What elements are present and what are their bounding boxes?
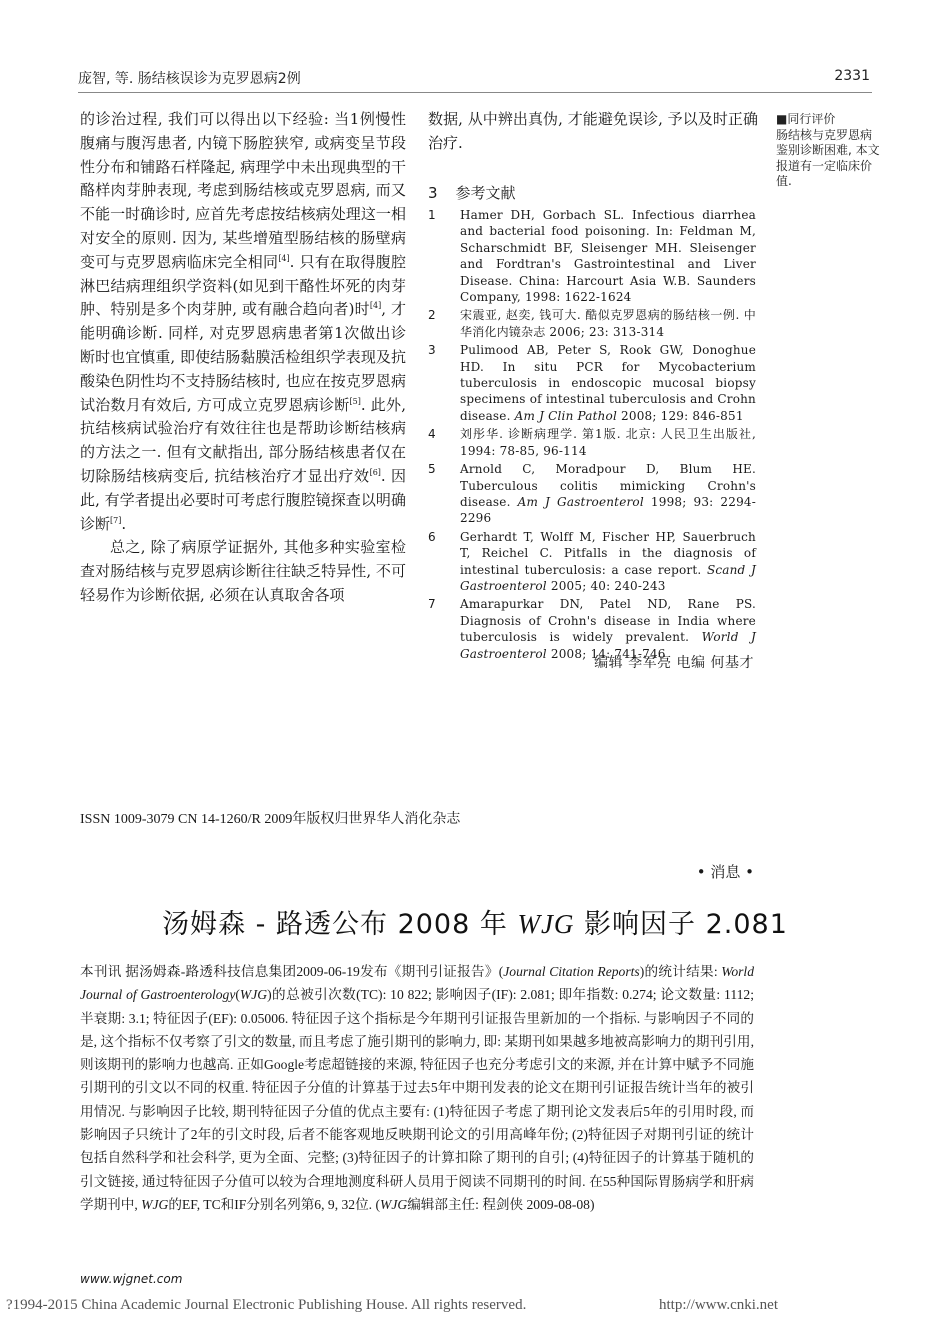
reference-item: 7 Amarapurkar DN, Patel ND, Rane PS. Diagnosis of Crohn's disease in India where tuberculosis is widely prevalent. World J Gastroenterol 2008; 14: 741-746: [428, 597, 757, 661]
citation-6[interactable]: [6]: [369, 467, 381, 477]
reference-number: 4: [428, 427, 436, 442]
reference-list: [428, 207, 756, 664]
references-heading: 3 参考文献: [428, 184, 516, 202]
right-column-continuation: 数据, 从中辨出真伪, 才能避免误诊, 予以及时正确治疗.: [428, 110, 758, 152]
reference-item: 6 Gerhardt T, Wolff M, Fischer HP, Sauerbruch T, Reichel C. Pitfalls in the diagnosis of intestinal tuberculosis: a case report. Scand J Gastroenterol 2005; 40: 240-243: [428, 529, 756, 593]
reference-item: 3 Pulimood AB, Peter S, Rook GW, Donoghue HD. In situ PCR for Mycobacterium tuberculosis in endoscopic mucosal biopsy specimens of intestinal tuberculosis and Crohn disease. Am J Clin Pathol 2008; 129: 846-851: [428, 343, 756, 423]
reference-item: 2 宋震亚, 赵奕, 钱可大. 酷似克罗恩病的肠结核一例. 中华消化内镜杂志 2006; 23: 313-314: [428, 308, 756, 339]
reference-number: 5: [428, 462, 436, 477]
running-header-title: 庞智, 等. 肠结核误诊为克罗恩病2例: [78, 71, 301, 87]
reference-number: 2: [428, 308, 436, 323]
discussion-paragraph-2: 总之, 除了病原学证据外, 其他多种实验室检查对肠结核与克罗恩病诊断往往缺乏特异性, 不可轻易作为诊断依据, 必须在认真取舍各项: [80, 538, 406, 604]
header-rule: [78, 92, 872, 93]
discussion-paragraph-1: 的诊治过程, 我们可以得出以下经验: 当1例慢性腹痛与腹泻患者, 内镜下肠腔狭窄, 或病变呈节段性分布和铺路石样隆起, 病理学中未出现典型的干酪样肉芽肿表现, 考虑到肠结核或克罗恩病, 而又不能一时确诊时, 应首先考虑按结核病处理这一相对安全的原则. 因为, 某些增殖型肠结核的肠壁病变可与克罗恩病临床完全相同[4]. 只有在取得腹腔淋巴结病理组织学资料(如见到干酪性坏死的肉芽肿、特别是多个肉芽肿, 或有融合趋向者)时[4], 才能明确诊断. 同样, 对克罗恩病患者第1次做出诊断时也宜慎重, 即使结肠黏膜活检组织学表现及抗酸染色阴性均不支持肠结核时, 也应在按克罗恩病试治数月有效后, 方可成立克罗恩病诊断[5]. 此外, 抗结核病试验治疗有效往往也是帮助诊断结核病的方法之一. 但有文献指出, 部分肠结核患者仅在切除肠结核病变后, 抗结核治疗才显出疗效[6]. 因此, 有学者提出必要时可考虑行腹腔镜探查以明确诊断[7].: [80, 110, 406, 533]
news-title: 汤姆森 - 路透公布 2008 年 WJG 影响因子 2.081: [162, 909, 788, 940]
left-column-text: [80, 108, 406, 608]
reference-item: 4 刘彤华. 诊断病理学. 第1版. 北京: 人民卫生出版社, 1994: 78-85, 96-114: [428, 427, 756, 458]
website-link[interactable]: www.wjgnet.com: [80, 1272, 183, 1286]
citation-7[interactable]: [7]: [110, 515, 122, 525]
page-number: 2331: [834, 68, 870, 84]
news-tag: • 消息 •: [696, 863, 754, 881]
reference-number: 3: [428, 343, 436, 358]
issn-line: ISSN 1009-3079 CN 14-1260/R 2009年版权归世界华人消化杂志: [80, 812, 461, 827]
reference-item: 5 Arnold C, Moradpour D, Blum HE. Tuberculous colitis mimicking Crohn's disease. Am J Gastroenterol 1998; 93: 2294-2296: [428, 462, 756, 526]
reference-number: 1: [428, 208, 436, 222]
citation-5[interactable]: [5]: [349, 396, 361, 406]
citation-4a[interactable]: [4]: [278, 253, 290, 263]
citation-4b[interactable]: [4]: [369, 301, 382, 311]
reference-number: 7: [428, 597, 436, 612]
peer-review-sidebar: ■同行评价 肠结核与克罗恩病鉴别诊断困难, 本文报道有一定临床价值.: [776, 112, 880, 189]
cnki-link[interactable]: http://www.cnki.net: [658, 1297, 778, 1313]
editor-credits: 编辑 李军亮 电编 何基才: [594, 655, 754, 671]
reference-number: 6: [428, 529, 436, 544]
news-body: 本刊讯 据汤姆森-路透科技信息集团2009-06-19发布《期刊引证报告》(Journal Citation Reports)的统计结果: World Journal of Gastroenterology(WJG)的总被引次数(TC): 10 822; 影响因子(IF): 2.081; 即年指数: 0.274; 论文数量: 1112; 半衰期: 3.1; 特征因子(EF): 0.05006. 特征因子这个指标是今年期刊引证报告里新加的一个指标. 与影响因子不同的是, 这个指标不仅考察了引文的数量, 而且考虑了施引期刊的影响力, 即: 某期刊如果越多地被高影响力的期刊引用, 则该期刊的影响力也越高. 正如Google考虑超链接的来源, 特征因子也充分考虑引文的来源, 并在计算中赋予不同施引期刊的引文以不同的权重. 特征因子分值的计算基于过去5年中期刊发表的论文在期刊引证报告统计当年的被引用情况. 与影响因子比较, 期刊特征因子分值的优点主要有: (1)特征因子考虑了期刊论文发表后5年的引用时段, 而影响因子只统计了2年的引文时段, 后者不能客观地反映期刊论文的引用高峰年份; (2)特征因子对期刊引证的统计包括自然科学和社会科学, 更为全面、完整; (3)特征因子的计算扣除了期刊的自引; (4)特征因子的计算基于随机的引文链接, 通过特征因子分值可以较为合理地测度科研人员用于阅读不同期刊的时间. 在55种国际胃肠病学和肝病学期刊中, WJG的EF, TC和IF分别名列第6, 9, 32位. (WJG编辑部主任: 程剑侠 2009-08-08): [80, 964, 755, 1212]
copyright-notice: ?1994-2015 China Academic Journal Electronic Publishing House. All rights reserved.: [6, 1297, 527, 1313]
reference-item: 1 Hamer DH, Gorbach SL. Infectious diarrhea and bacterial food poisoning. In: Feldman M, Scharschmidt BF, Sleisenger MH. Sleisenger and Fordtran's Gastrointestinal and Liver Disease. China: Harcourt Asia W.B. Saunders Company, 1998: 1622-1624: [428, 208, 756, 305]
